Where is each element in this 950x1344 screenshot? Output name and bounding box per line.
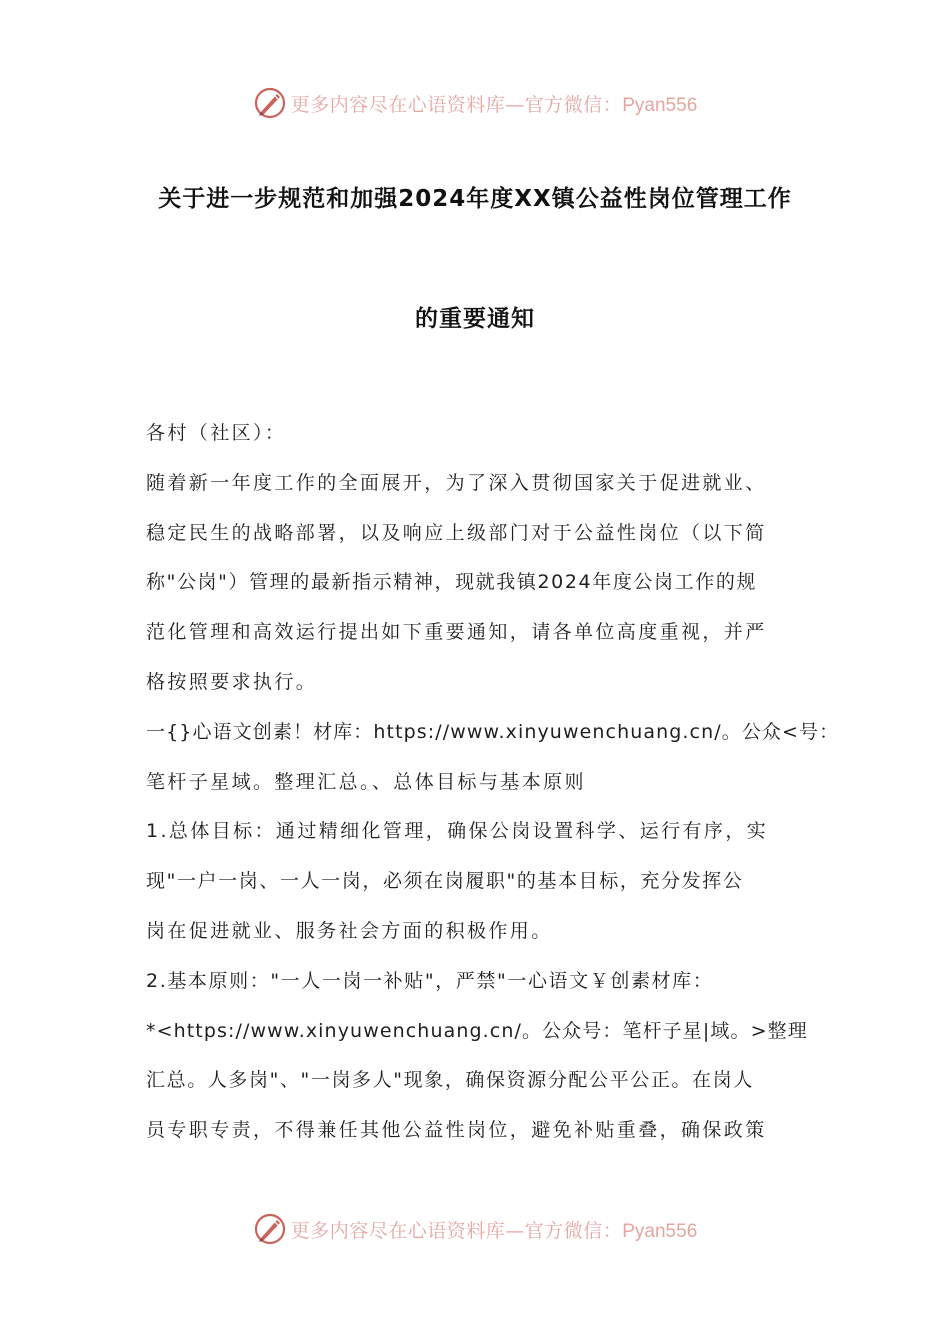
pen-logo-icon <box>253 1212 287 1246</box>
body-line: 笔杆子星域。整理汇总。、总体目标与基本原则 <box>146 770 586 793</box>
watermark-text: 更多内容尽在心语资料库—官方微信：Pyan556 <box>290 93 698 116</box>
document-title-line-2: 的重要通知 <box>415 306 535 332</box>
body-line: 一{}心语文创素！材库：https://www.xinyuwenchuang.cn/。公众<号： <box>146 720 840 743</box>
document-title-line-1: 关于进一步规范和加强2024年度XX镇公益性岗位管理工作 <box>158 186 792 212</box>
body-line: 格按照要求执行。 <box>146 670 318 693</box>
body-line: 随着新一年度工作的全面展开，为了深入贯彻国家关于促进就业、 <box>146 471 767 494</box>
watermark-text: 更多内容尽在心语资料库—官方微信：Pyan556 <box>290 1219 698 1242</box>
pen-logo-icon <box>253 86 287 120</box>
wechat-id: Pyan556 <box>622 94 698 116</box>
body-line: 现"一户一岗、一人一岗，必须在岗履职"的基本目标，充分发挥公 <box>146 870 744 893</box>
body-line: 汇总。人多岗"、"一岗多人"现象，确保资源分配公平公正。在岗人 <box>146 1069 754 1092</box>
body-line: 稳定民生的战略部署，以及响应上级部门对于公益性岗位（以下简 <box>146 521 767 544</box>
wechat-id: Pyan556 <box>622 1220 698 1242</box>
body-line: 2.基本原则："一人一岗一补贴"，严禁"一心语文￥创素材库： <box>146 969 714 992</box>
document-body <box>146 416 840 1163</box>
body-line: 各村（社区）： <box>146 422 287 444</box>
body-line: 岗在促进就业、服务社会方面的积极作用。 <box>146 919 553 942</box>
body-line: 范化管理和高效运行提出如下重要通知，请各单位高度重视，并严 <box>146 621 767 644</box>
body-line: 员专职专责，不得兼任其他公益性岗位，避免补贴重叠，确保政策 <box>146 1119 767 1142</box>
body-line: *<https://www.xinyuwenchuang.cn/。公众号：笔杆子星|域。>整理 <box>146 1019 808 1042</box>
body-line: 称"公岗"）管理的最新指示精神，现就我镇2024年度公岗工作的规 <box>146 571 758 594</box>
footer-watermark <box>0 1207 950 1251</box>
body-line: 1.总体目标：通过精细化管理，确保公岗设置科学、运行有序，实 <box>146 820 769 843</box>
header-watermark <box>0 81 950 125</box>
